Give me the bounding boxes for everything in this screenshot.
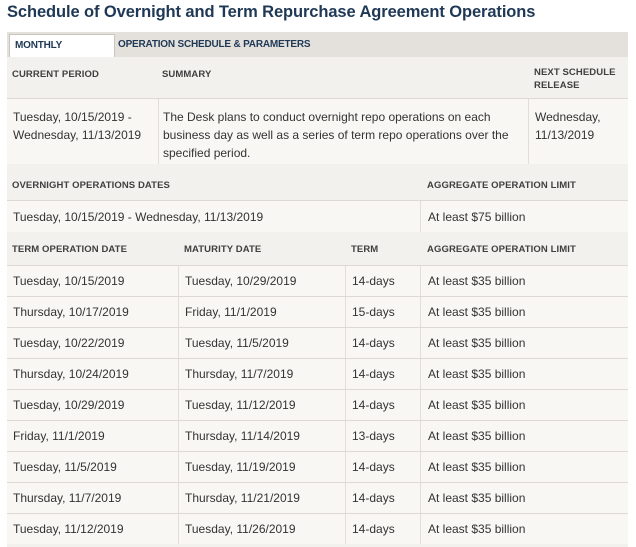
summary-row	[7, 98, 628, 164]
table-row	[7, 265, 628, 296]
term-cell: 14-days	[352, 336, 395, 350]
term-limit-cell: At least $35 billion	[428, 305, 526, 319]
maturity-date-cell: Thursday, 11/21/2019	[185, 491, 300, 505]
term-operation-date-cell: Tuesday, 10/29/2019	[13, 398, 125, 412]
maturity-date-cell: Tuesday, 11/12/2019	[185, 398, 296, 412]
overnight-limit-value: At least $75 billion	[428, 210, 526, 224]
summary-header: SUMMARY	[162, 69, 212, 80]
term-operation-date-cell: Tuesday, 11/12/2019	[13, 522, 124, 536]
maturity-date-cell: Thursday, 11/14/2019	[185, 429, 300, 443]
term-operation-date-cell: Thursday, 10/24/2019	[13, 367, 129, 381]
term-limit-cell: At least $35 billion	[428, 398, 526, 412]
term-operation-date-header: TERM OPERATION DATE	[12, 244, 128, 255]
table-row	[7, 482, 628, 513]
term-cell: 14-days	[352, 274, 395, 288]
term-cell: 13-days	[352, 429, 395, 443]
tab-monthly-summary[interactable]: MONTHLY	[9, 34, 115, 57]
summary-text: The Desk plans to conduct overnight repo operations on each business day as well as a series of term repo operations over the specified period.	[163, 110, 509, 160]
maturity-date-cell: Tuesday, 11/26/2019	[185, 522, 296, 536]
term-cell: 15-days	[352, 305, 395, 319]
current-period-value: Tuesday, 10/15/2019 - Wednesday, 11/13/2019	[13, 110, 142, 142]
next-release-header: NEXT SCHEDULE RELEASE	[534, 67, 616, 91]
overnight-dates-value: Tuesday, 10/15/2019 - Wednesday, 11/13/2019	[13, 210, 264, 224]
term-limit-cell: At least $35 billion	[428, 274, 526, 288]
tab-operation-schedule[interactable]: OPERATION SCHEDULE & PARAMETERS	[118, 39, 311, 50]
monthly-summary-panel	[7, 57, 628, 547]
term-operation-date-cell: Friday, 11/1/2019	[13, 429, 105, 443]
term-limit-cell: At least $35 billion	[428, 429, 526, 443]
maturity-date-cell: Tuesday, 11/19/2019	[185, 460, 296, 474]
maturity-date-cell: Friday, 11/1/2019	[185, 305, 277, 319]
term-cell: 14-days	[352, 460, 395, 474]
term-limit-cell: At least $35 billion	[428, 491, 526, 505]
table-row	[7, 513, 628, 544]
next-release-value: Wednesday, 11/13/2019	[535, 110, 601, 142]
table-row	[7, 358, 628, 389]
overnight-row	[7, 200, 628, 232]
maturity-date-cell: Tuesday, 10/29/2019	[185, 274, 297, 288]
tab-bar	[7, 32, 628, 57]
term-cell: 14-days	[352, 367, 395, 381]
term-operation-date-cell: Thursday, 11/7/2019	[13, 491, 122, 505]
table-row	[7, 327, 628, 358]
table-row	[7, 451, 628, 482]
term-limit-cell: At least $35 billion	[428, 522, 526, 536]
maturity-date-cell: Thursday, 11/7/2019	[185, 367, 294, 381]
term-cell: 14-days	[352, 522, 395, 536]
term-operation-date-cell: Thursday, 10/17/2019	[13, 305, 129, 319]
term-cell: 14-days	[352, 398, 395, 412]
page-title: Schedule of Overnight and Term Repurchase Agreement Operations	[7, 3, 536, 21]
maturity-date-cell: Tuesday, 11/5/2019	[185, 336, 289, 350]
term-operation-date-cell: Tuesday, 10/15/2019	[13, 274, 125, 288]
term-operation-date-cell: Tuesday, 10/22/2019	[13, 336, 125, 350]
overnight-limit-header: AGGREGATE OPERATION LIMIT	[427, 180, 576, 191]
term-limit-cell: At least $35 billion	[428, 367, 526, 381]
term-limit-cell: At least $35 billion	[428, 460, 526, 474]
term-operation-date-cell: Tuesday, 11/5/2019	[13, 460, 117, 474]
term-header: TERM	[351, 244, 379, 255]
term-limit-header: AGGREGATE OPERATION LIMIT	[427, 244, 576, 255]
overnight-dates-header: OVERNIGHT OPERATIONS DATES	[12, 180, 170, 191]
current-period-header: CURRENT PERIOD	[12, 69, 99, 80]
table-row	[7, 296, 628, 327]
table-row	[7, 389, 628, 420]
maturity-date-header: MATURITY DATE	[184, 244, 262, 255]
table-row	[7, 420, 628, 451]
term-limit-cell: At least $35 billion	[428, 336, 526, 350]
term-cell: 14-days	[352, 491, 395, 505]
